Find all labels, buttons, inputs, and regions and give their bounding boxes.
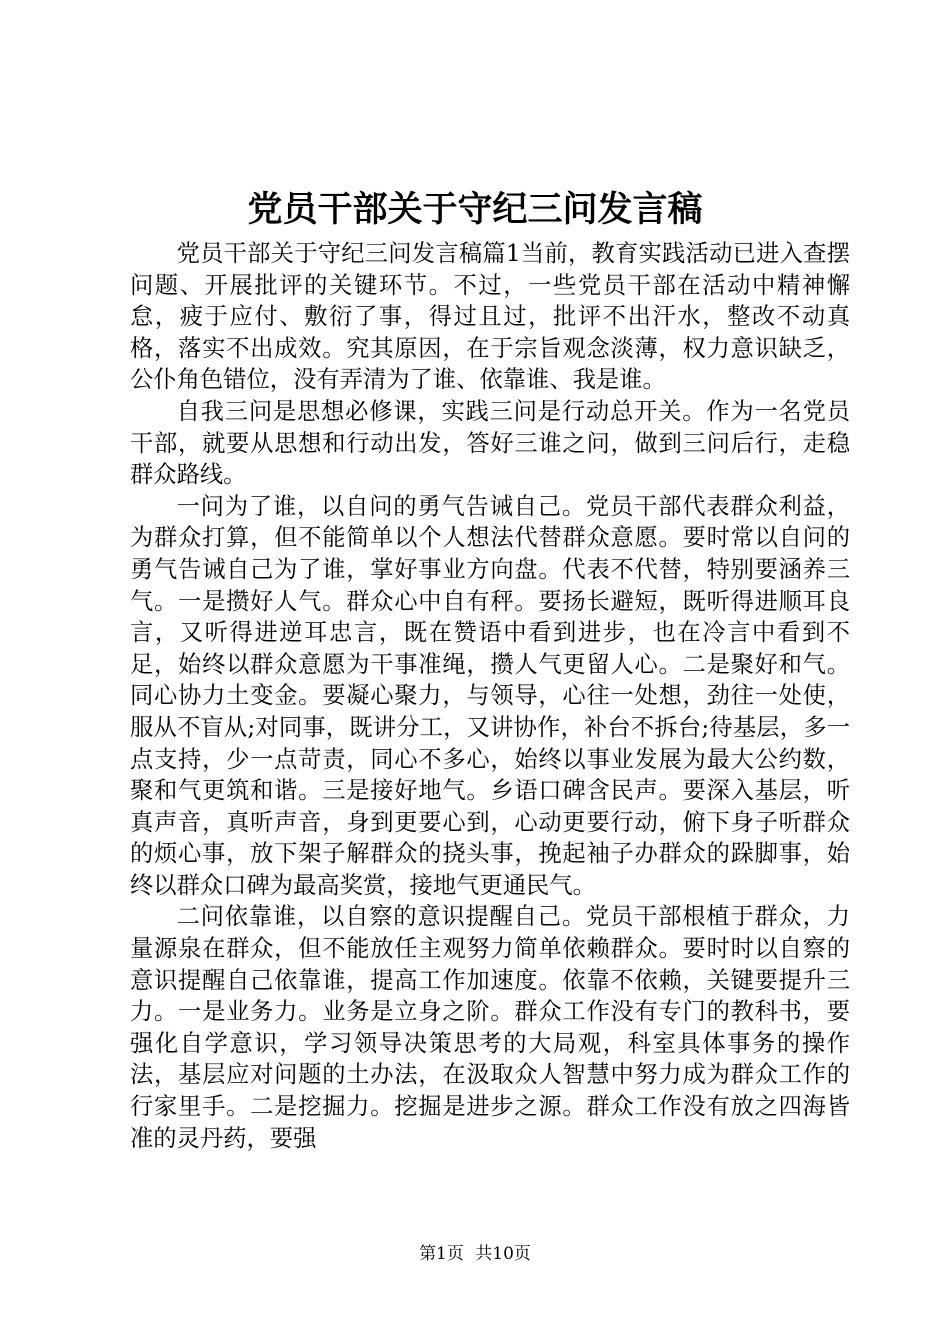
body-paragraph: 二问依靠谁，以自察的意识提醒自己。党员干部根植于群众，力量源泉在群众，但不能放任主观努力简单依赖群众。要时时以自察的意识提醒自己依靠谁，提高工作加速度。依靠不依赖，关键要提升三力。一是业务力。业务是立身之阶。群众工作没有专门的教科书，要强化自学意识，学习领导决策思考的大局观，科室具体事务的操作法，基层应对问题的土办法，在汲取众人智慧中努力成为群众工作的行家里手。二是挖掘力。挖掘是进步之源。群众工作没有放之四海皆准的灵丹药，要强: [130, 903, 850, 1152]
document-title: 党员干部关于守纪三问发言稿: [247, 189, 703, 230]
page-number: 第1页: [419, 1244, 464, 1264]
page-footer: [0, 1243, 950, 1265]
body-paragraph: 党员干部关于守纪三问发言稿篇1当前，教育实践活动已进入查摆问题、开展批评的关键环节。不过，一些党员干部在活动中精神懈怠，疲于应付、敷衍了事，得过且过，批评不出汗水，整改不动真格，落实不出成效。究其原因，在于宗旨观念淡薄，权力意识缺乏，公仆角色错位，没有弄清为了谁、依靠谁、我是谁。: [130, 240, 850, 394]
page-total: 共10页: [475, 1244, 531, 1264]
body-paragraph: 自我三问是思想必修课，实践三问是行动总开关。作为一名党员干部，就要从思想和行动出发，答好三谁之问，做到三问后行，走稳群众路线。: [130, 397, 850, 489]
document-body: [130, 238, 850, 1154]
body-paragraph: 一问为了谁，以自问的勇气告诫自己。党员干部代表群众利益，为群众打算，但不能简单以个人想法代替群众意愿。要时常以自问的勇气告诫自己为了谁，掌好事业方向盘。代表不代替，特别要涵养三气。一是攒好人气。群众心中自有秤。要扬长避短，既听得进顺耳良言，又听得进逆耳忠言，既在赞语中看到进步，也在冷言中看到不足，始终以群众意愿为干事准绳，攒人气更留人心。二是聚好和气。同心协力土变金。要凝心聚力，与领导，心往一处想，劲往一处使，服从不盲从;对同事，既讲分工，又讲协作，补台不拆台;待基层，多一点支持，少一点苛责，同心不多心，始终以事业发展为最大公约数，聚和气更筑和谐。三是接好地气。乡语口碑含民声。要深入基层，听真声音，真听声音，身到更要心到，心动更要行动，俯下身子听群众的烦心事，放下架子解群众的挠头事，挽起袖子办群众的跺脚事，始终以群众口碑为最高奖赏，接地气更通民气。: [130, 492, 850, 899]
